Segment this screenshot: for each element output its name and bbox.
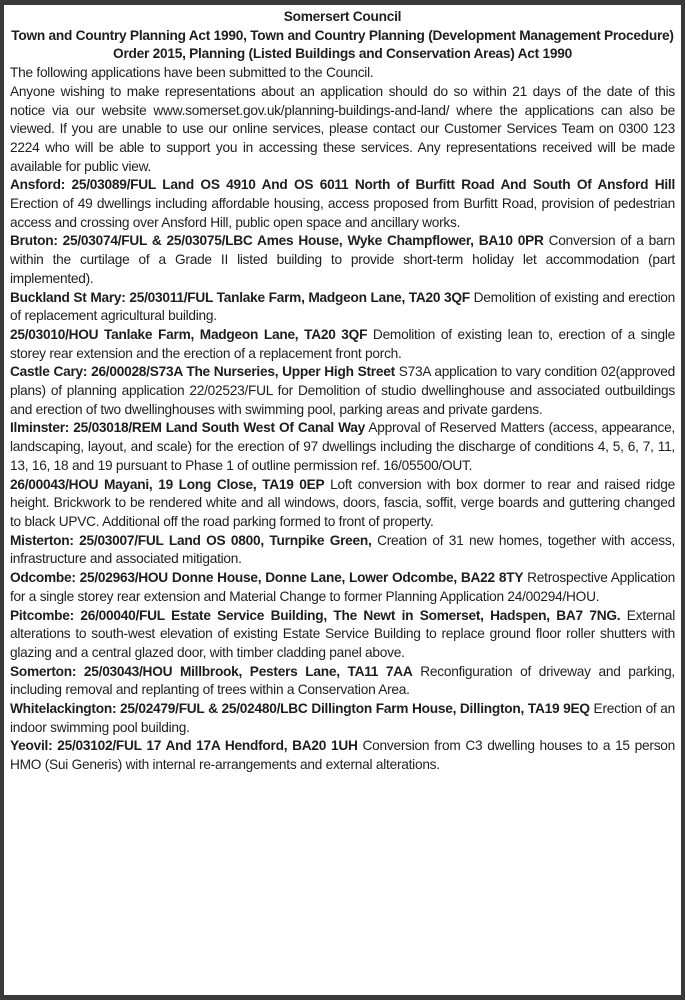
application-reference: Buckland St Mary: 25/03011/FUL Tanlake Farm, Madgeon Lane, TA20 3QF bbox=[10, 289, 470, 305]
application-entry bbox=[10, 663, 675, 700]
application-reference: Castle Cary: 26/00028/S73A The Nurseries, Upper High Street bbox=[10, 364, 395, 380]
application-entry bbox=[10, 363, 675, 419]
application-description: Conversion of a barn within the curtilage of a Grade II listed building to provide short-term holiday let accommodation (part implemented). bbox=[10, 233, 675, 286]
application-entry bbox=[10, 737, 675, 774]
application-reference: Misterton: 25/03007/FUL Land OS 0800, Turnpike Green, bbox=[10, 532, 372, 548]
application-reference: Somerton: 25/03043/HOU Millbrook, Pesters Lane, TA11 7AA bbox=[10, 663, 413, 679]
application-entry bbox=[10, 289, 675, 326]
application-reference: Odcombe: 25/02963/HOU Donne House, Donne Lane, Lower Odcombe, BA22 8TY bbox=[10, 570, 524, 586]
application-description: Demolition of existing lean to, erection of a single storey rear extension and the erection of a replacement front porch. bbox=[10, 326, 676, 361]
intro-text: The following applications have been submitted to the Council. bbox=[10, 65, 374, 81]
application-entry bbox=[10, 569, 675, 606]
application-entry bbox=[10, 700, 675, 737]
representations-text: Anyone wishing to make representations about an application should do so within 21 days of the date of this notice via our website www.somerset.gov.uk/planning-buildings-and-land/ where the applications can also be viewed. If you are unable to use our online services, please contact our Customer Services Team on 0300 123 2224 who will be able to support you in accessing these services. Any representations received will be made available for public view. bbox=[10, 83, 675, 174]
application-entry bbox=[10, 176, 675, 232]
application-description: Approval of Reserved Matters (access, appearance, landscaping, layout, and scale) for the erection of 97 dwellings including the discharge of conditions 4, 5, 6, 7, 11, 13, 16, 18 and 19 pursuant to Phase 1 of outline permission ref. 16/05500/OUT. bbox=[10, 420, 675, 473]
application-description: Erection of an indoor swimming pool building. bbox=[10, 701, 675, 735]
application-description: Retrospective Application for a single storey rear extension and Material Change to former Planning Application 24/00294/HOU. bbox=[10, 570, 675, 604]
acts-heading: Town and Country Planning Act 1990, Town and Country Planning (Development Management Procedure) Order 2015, Planning (Listed Buildings and Conservation Areas) Act 1990 bbox=[11, 27, 674, 62]
application-reference: 26/00043/HOU Mayani, 19 Long Close, TA19 0EP bbox=[10, 476, 325, 492]
application-entry bbox=[10, 607, 675, 663]
application-reference: Bruton: 25/03074/FUL & 25/03075/LBC Ames House, Wyke Champflower, BA10 0PR bbox=[10, 233, 544, 249]
notice-body bbox=[10, 8, 675, 775]
application-reference: Ansford: 25/03089/FUL Land OS 4910 And OS 6011 North of Burfitt Road And South Of Ansford Hill bbox=[10, 177, 675, 193]
application-entry bbox=[10, 419, 675, 475]
applications-list bbox=[10, 176, 675, 775]
application-description: S73A application to vary condition 02(approved plans) of planning application 22/02523/FUL for Demolition of studio dwellinghouse and associated outbuildings and erection of two dwellinghouses with swimming pool, parking areas and private gardens. bbox=[10, 364, 675, 417]
application-description: Erection of 49 dwellings including affordable housing, access proposed from Burfitt Road, provision of pedestrian access and crossing over Ansford Hill, public open space and ancillary works. bbox=[10, 196, 675, 230]
application-entry bbox=[10, 326, 675, 363]
application-description: Demolition of existing and erection of replacement agricultural building. bbox=[10, 289, 675, 324]
council-name: Somersert Council bbox=[283, 9, 402, 24]
application-description: Reconfiguration of driveway and parking, including removal and replanting of trees within a Conservation Area. bbox=[10, 663, 675, 698]
application-description: Creation of 31 new homes, together with access, infrastructure and associated mitigation. bbox=[10, 532, 675, 567]
application-description: External alterations to south-west elevation of existing Estate Service Building to replace ground floor roller shutters with glazing and a central glazed door, with timber cladding panel above. bbox=[10, 607, 676, 660]
application-entry bbox=[10, 232, 675, 288]
application-reference: Yeovil: 25/03102/FUL 17 And 17A Hendford, BA20 1UH bbox=[10, 738, 358, 754]
application-reference: Pitcombe: 26/00040/FUL Estate Service Building, The Newt in Somerset, Hadspen, BA7 7NG. bbox=[10, 607, 621, 623]
application-reference: 25/03010/HOU Tanlake Farm, Madgeon Lane, TA20 3QF bbox=[10, 326, 368, 342]
application-description: Loft conversion with box dormer to rear and raised ridge height. Brickwork to be rendered white and all windows, doors, fascia, soffit, verge boards and guttering changed to black UPVC. Additional off the road parking formed to front of property. bbox=[10, 476, 675, 529]
application-reference: Ilminster: 25/03018/REM Land South West Of Canal Way bbox=[10, 420, 365, 436]
application-description: Conversion from C3 dwelling houses to a 15 person HMO (Sui Generis) with internal re-arrangements and external alterations. bbox=[10, 738, 676, 773]
application-entry bbox=[10, 532, 675, 569]
application-reference: Whitelackington: 25/02479/FUL & 25/02480/LBC Dillington Farm House, Dillington, TA19 9EQ bbox=[10, 701, 590, 717]
application-entry bbox=[10, 476, 675, 532]
